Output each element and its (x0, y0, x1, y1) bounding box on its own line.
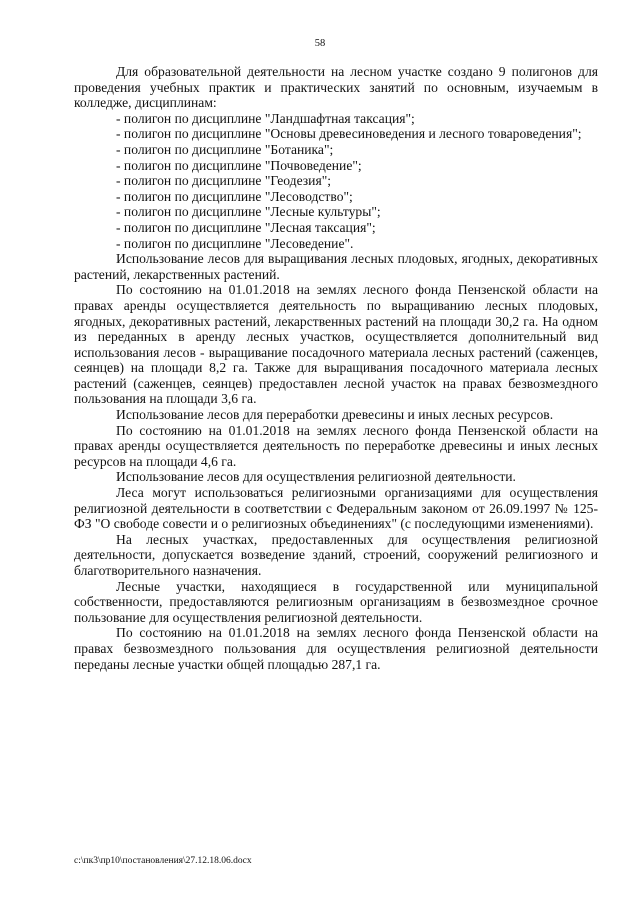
list-item: - полигон по дисциплине "Основы древесиноведения и лесного товароведения"; (116, 126, 582, 142)
list-item: - полигон по дисциплине "Лесоводство"; (116, 188, 353, 204)
page-number: 58 (314, 38, 326, 49)
list-item: - полигон по дисциплине "Лесные культуры"; (116, 204, 381, 220)
religious-state-paragraph: По состоянию на 01.01.2018 на землях лесного фонда Пензенской области на правах безвозмездного пользования для осуществления религиозной деятельности переданы лесные участки общей площадью 287,1 га. (74, 625, 598, 672)
list-item: - полигон по дисциплине "Почвоведение"; (116, 157, 362, 173)
religious-buildings-paragraph: На лесных участках, предоставленных для осуществления религиозной деятельности, допускается возведение зданий, строений, сооружений религиозного и благотворительного назначения. (74, 531, 598, 578)
list-item: - полигон по дисциплине "Лесная таксация"; (116, 219, 376, 235)
list-item: - полигон по дисциплине "Ботаника"; (116, 141, 334, 157)
religious-law-paragraph: Леса могут использоваться религиозными организациями для осуществления религиозной деятельности в соответствии с Федеральным законом от 26.09.1997 № 125-ФЗ "О свободе совести и о религиозных объединениях" (с последующими изменениями). (74, 485, 598, 532)
intro-paragraph: Для образовательной деятельности на лесном участке создано 9 полигонов для проведения учебных практик и практических занятий по основным, изучаемым в колледже, дисциплинам: (74, 64, 598, 111)
religious-heading-paragraph: Использование лесов для осуществления религиозной деятельности. (116, 469, 516, 485)
processing-heading-paragraph: Использование лесов для переработки древесины и иных лесных ресурсов. (116, 407, 554, 423)
document-body (74, 64, 598, 672)
growing-state-paragraph: По состоянию на 01.01.2018 на землях лесного фонда Пензенской области на правах аренды осуществляется деятельность по выращиванию лесных плодовых, ягодных, декоративных растений, лекарственных растений на площади 30,2 га. На одном из переданных в аренду лесных участков, осуществляется дополнительный вид использования лесов - выращивание посадочного материала лесных растений (саженцев, сеянцев) на площади 8,2 га. Также для выращивания посадочного материала лесных растений (саженцев, сеянцев) предоставлен лесной участок на правах безвозмездного пользования на площади 3,6 га. (74, 282, 598, 407)
list-item: - полигон по дисциплине "Ландшафтная таксация"; (116, 110, 415, 126)
religious-ownership-paragraph: Лесные участки, находящиеся в государственной или муниципальной собственности, предоставляются религиозным организациям в безвозмездное срочное пользование для осуществления религиозной деятельности. (74, 578, 598, 625)
growing-heading-paragraph: Использование лесов для выращивания лесных плодовых, ягодных, декоративных растений, лекарственных растений. (74, 251, 598, 282)
processing-state-paragraph: По состоянию на 01.01.2018 на землях лесного фонда Пензенской области на правах аренды осуществляется деятельность по переработке древесины и иных лесных ресурсов на площади 4,6 га. (74, 422, 598, 469)
footer-file-path: c:\пк3\пр10\постановления\27.12.18.06.docx (74, 856, 252, 866)
list-item: - полигон по дисциплине "Геодезия"; (116, 173, 332, 189)
list-item: - полигон по дисциплине "Лесоведение". (116, 235, 354, 251)
